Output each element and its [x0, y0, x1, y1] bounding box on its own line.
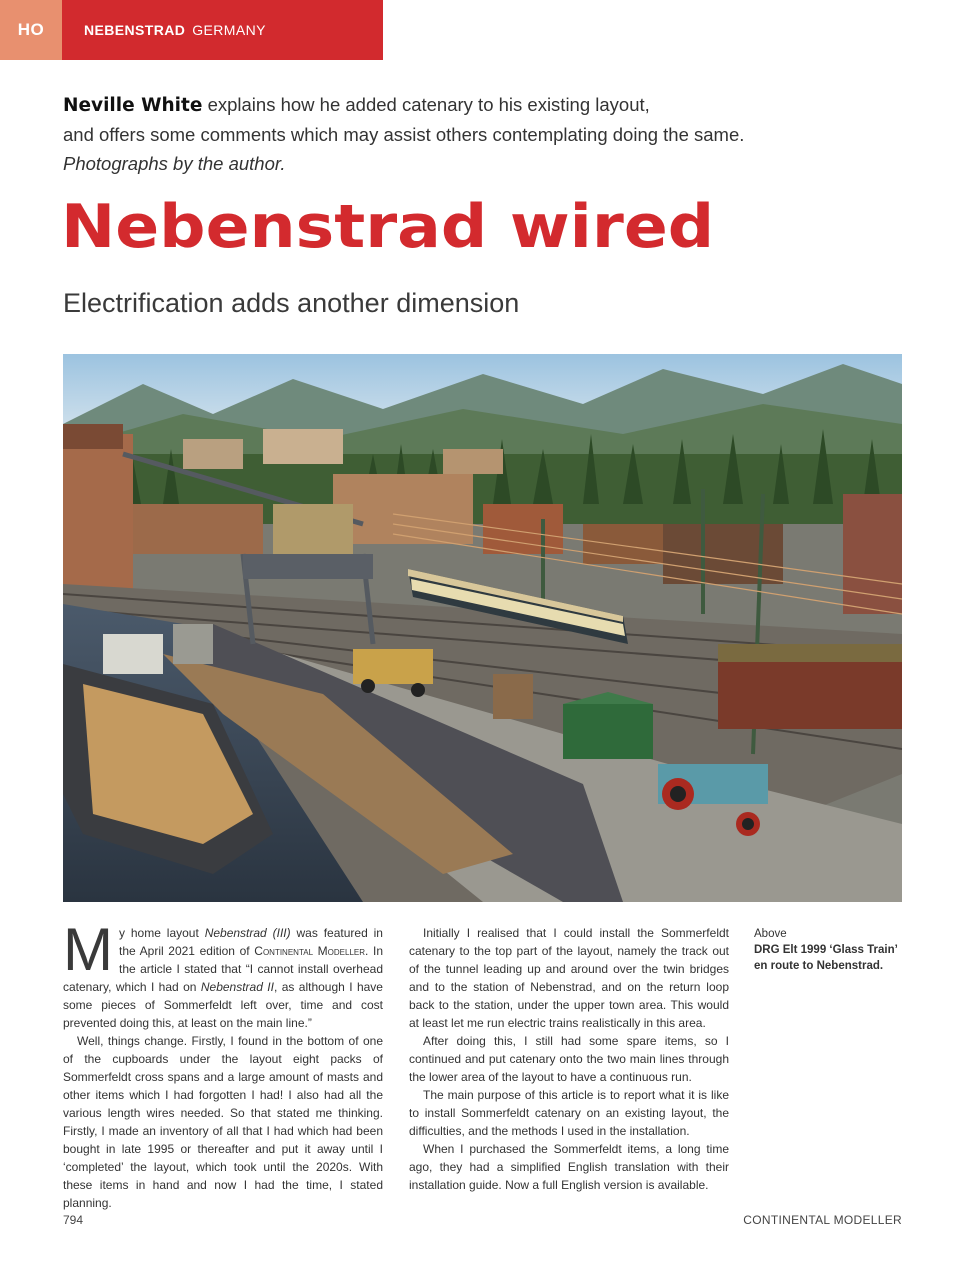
body-column-2 [409, 924, 729, 1194]
drop-cap: M [63, 916, 113, 983]
text-run: was featured in the April 2021 edition of [118, 926, 383, 958]
lead-photo [63, 354, 902, 902]
caption-label: Above [754, 928, 787, 940]
magazine-footer: CONTINENTAL MODELLER [743, 1213, 902, 1227]
body-paragraph: The main purpose of this article is to report what it is like to install Sommerfeldt catenary on an existing layout, the difficulties, and the methods I used in the installation. [409, 1088, 729, 1138]
magazine-name: Continental Modeller [254, 944, 366, 958]
body-paragraph: After doing this, I still had some spare items, so I continued and put catenary onto the two main lines through the lower area of the layout to have a continuous run. [409, 1034, 729, 1084]
caption-text: DRG Elt 1999 ‘Glass Train’ en route to Nebenstrad. [754, 944, 898, 972]
scale-tag: HO [0, 0, 62, 60]
section-header [0, 0, 383, 60]
layout-name: Nebenstrad II [200, 980, 274, 994]
layout-name: Nebenstrad (III) [204, 926, 291, 940]
layout-illustration [63, 354, 902, 902]
body-column-1 [63, 916, 383, 1212]
standfirst [63, 90, 823, 178]
body-paragraph: Initially I realised that I could install the Sommerfeldt catenary to the top part of the layout, namely the track out of the tunnel leading up and around over the twin bridges and to the station of Nebenstrad, and on the return loop back to the station, under the upper town area. This would at least let me run electric trains realistically in this area. [409, 926, 729, 1030]
text-run: . In the article I stated that “I cannot install overhead catenary, which I had on [63, 944, 383, 994]
section-name: NEBENSTRAD [84, 22, 186, 38]
text-run: , as although I have some pieces of Sommerfeldt left over, time and cost prevented doing this, at least on the main line.” [63, 980, 383, 1030]
author-name: Neville White [63, 95, 203, 116]
text-run: y home layout [118, 926, 205, 940]
section-bar [62, 0, 383, 60]
article-title: Nebenstrad wired [61, 192, 715, 262]
page-number: 794 [63, 1213, 84, 1227]
body-paragraph: When I purchased the Sommerfeldt items, a long time ago, they had a simplified English translation with their installation guide. Now a full English version is available. [409, 1142, 729, 1192]
standfirst-line2: and offers some comments which may assist others contemplating doing the same. [63, 124, 745, 145]
photo-caption [754, 926, 904, 974]
body-paragraph [63, 916, 383, 1032]
section-country: GERMANY [192, 22, 266, 38]
photo-credit: Photographs by the author. [63, 153, 286, 174]
body-paragraph: Well, things change. Firstly, I found in the bottom of one of the cupboards under the layout eight packs of Sommerfeldt cross spans and a large amount of masts and other items which I had forgotten I had! I also had all the various length wires needed. So that stated me thinking. Firstly, I made an inventory of all that I had which had been bought in late 1995 or thereafter and put it away until I ‘completed’ the layout, which took until the 2020s. With these items in hand and now I had the time, I stated planning. [63, 1034, 383, 1210]
standfirst-line1: explains how he added catenary to his existing layout, [207, 94, 650, 115]
article-subtitle: Electrification adds another dimension [63, 288, 520, 318]
